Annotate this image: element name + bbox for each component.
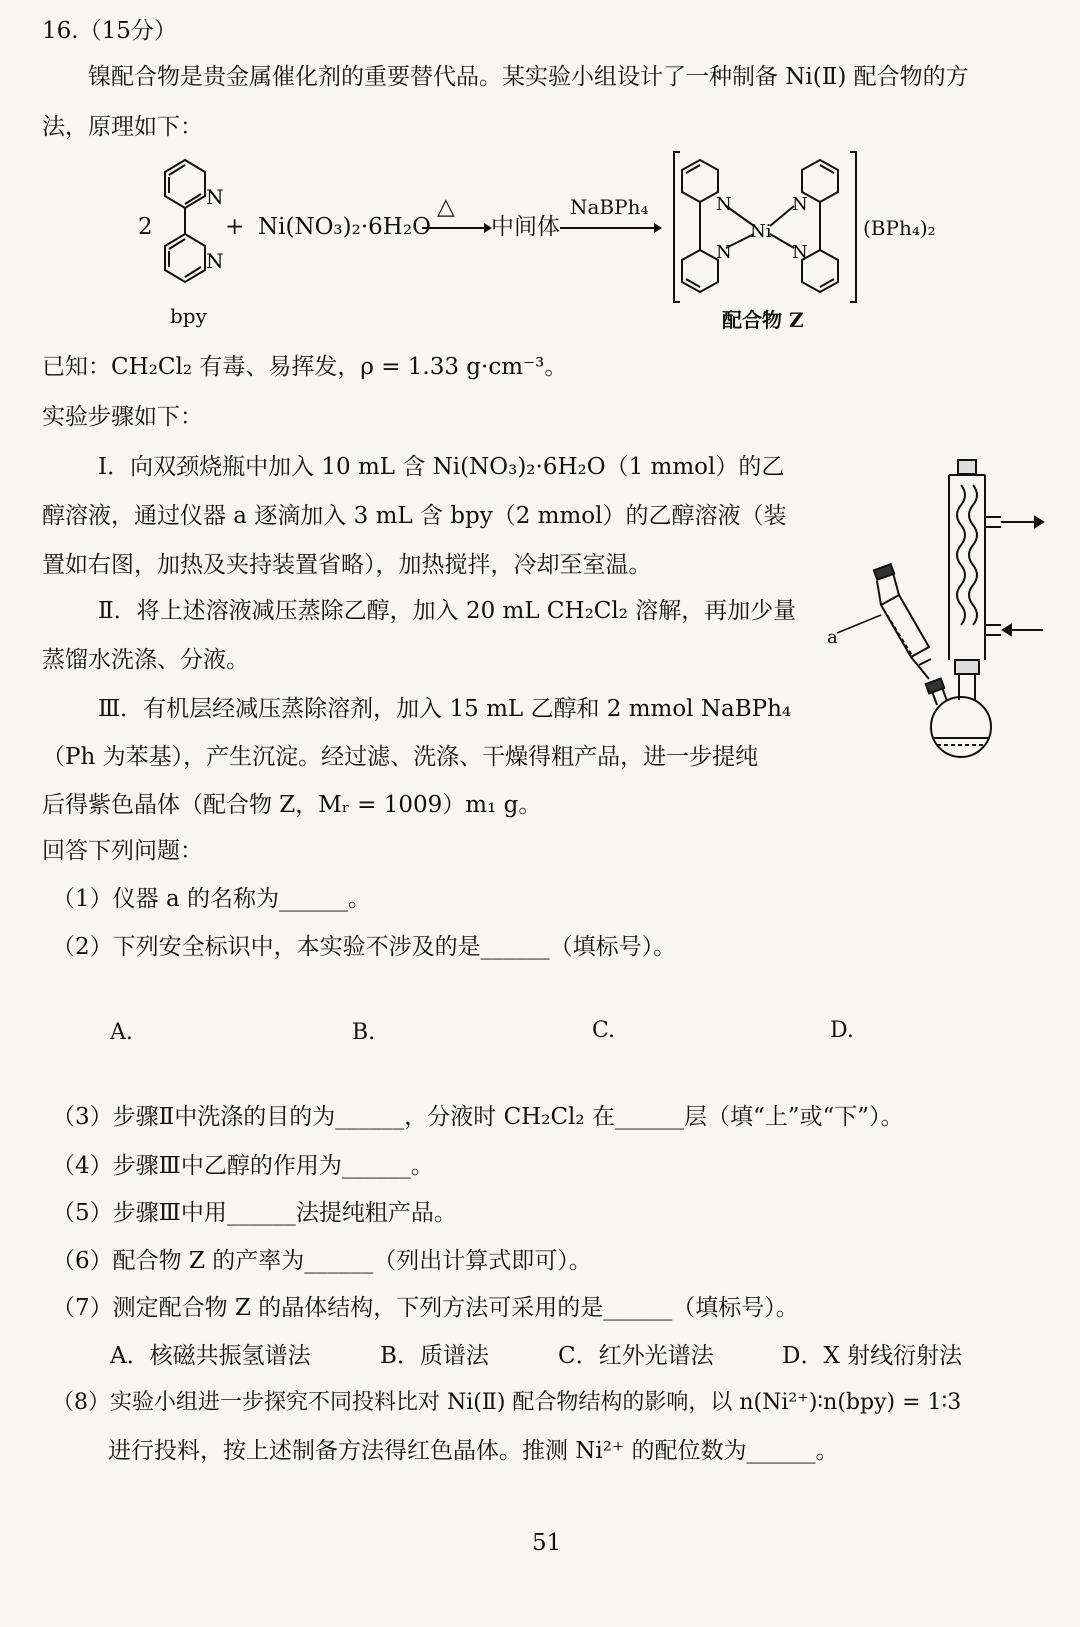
arrow-reagent-label: NaBPh₄ xyxy=(570,195,649,219)
step-text-line: （Ph 为苯基），产生沉淀。经过滤、洗涤、干燥得粗产品，进一步提纯 xyxy=(42,744,759,770)
apparatus-label-a: a xyxy=(827,627,838,648)
question-8-line-1: （8）实验小组进一步探究不同投料比对 Ni(Ⅱ) 配合物结构的影响，以 n(Ni²⁺)∶n(bpy) = 1∶3 xyxy=(52,1390,962,1415)
q2-option-c[interactable]: C. xyxy=(592,1018,616,1043)
step-text-line: Ⅱ．将上述溶液减压蒸除乙醇，加入 20 mL CH₂Cl₂ 溶解，再加少量 xyxy=(98,598,797,624)
bpy-label: bpy xyxy=(170,304,207,328)
step-text-line: 蒸馏水洗涤、分液。 xyxy=(42,647,249,673)
q2-option-b[interactable]: B. xyxy=(352,1020,376,1045)
step-text-line: Ⅲ．有机层经减压蒸除溶剂，加入 15 mL 乙醇和 2 mmol NaBPh₄ xyxy=(98,696,792,722)
page-number: 51 xyxy=(532,1530,562,1556)
complex-atom-n: N xyxy=(716,194,732,215)
q7-option-c[interactable]: C．红外光谱法 xyxy=(558,1343,714,1369)
bpy-atom-n: N xyxy=(206,249,224,273)
complex-atom-n: N xyxy=(792,194,808,215)
complex-atom-n: N xyxy=(716,242,732,263)
apparatus-figure xyxy=(825,455,1055,765)
q7-option-a[interactable]: A．核磁共振氢谱法 xyxy=(110,1343,311,1369)
question-5: （5）步骤Ⅲ中用______法提纯粗产品。 xyxy=(52,1200,457,1226)
q2-option-d[interactable]: D. xyxy=(830,1018,854,1043)
q7-option-b[interactable]: B．质谱法 xyxy=(380,1343,489,1369)
plus-sign: + xyxy=(225,214,245,240)
intermediate-label: 中间体 xyxy=(491,214,560,240)
complex-atom-ni: Ni xyxy=(750,221,772,242)
known-info: 已知：CH₂Cl₂ 有毒、易挥发，ρ = 1.33 g·cm⁻³。 xyxy=(42,354,568,380)
q2-option-a[interactable]: A. xyxy=(110,1020,133,1045)
question-8-line-2: 进行投料，按上述制备方法得红色晶体。推测 Ni²⁺ 的配位数为______。 xyxy=(108,1438,839,1464)
question-6: （6）配合物 Z 的产率为______（列出计算式即可）。 xyxy=(52,1248,592,1274)
question-3: （3）步骤Ⅱ中洗涤的目的为______，分液时 CH₂Cl₂ 在______层（填“上”或“下”）。 xyxy=(52,1104,904,1130)
question-1: （1）仪器 a 的名称为______。 xyxy=(52,886,371,912)
bpy-atom-n: N xyxy=(206,185,224,209)
intro-line-1: 镍配合物是贵金属催化剂的重要替代品。某实验小组设计了一种制备 Ni(Ⅱ) 配合物的方 xyxy=(88,64,969,90)
complex-atom-n: N xyxy=(792,242,808,263)
nickel-nitrate: Ni(NO₃)₂·6H₂O xyxy=(258,214,431,240)
product-label: 配合物 Z xyxy=(722,308,804,332)
question-4: （4）步骤Ⅲ中乙醇的作用为______。 xyxy=(52,1153,434,1179)
step-text-line: 置如右图，加热及夹持装置省略），加热搅拌，冷却至室温。 xyxy=(42,552,652,578)
heat-symbol: △ xyxy=(437,194,455,220)
arrow-1 xyxy=(422,220,492,236)
step-text-line: 后得紫色晶体（配合物 Z，Mᵣ = 1009）m₁ g。 xyxy=(42,792,542,818)
intro-line-2: 法，原理如下： xyxy=(42,114,203,140)
question-2: （2）下列安全标识中，本实验不涉及的是______（填标号）。 xyxy=(52,934,677,960)
question-number: 16.（15分） xyxy=(42,18,177,44)
bpy-coefficient: 2 xyxy=(138,214,153,240)
step-text-line: Ⅰ．向双颈烧瓶中加入 10 mL 含 Ni(NO₃)₂·6H₂O（1 mmol）的乙 xyxy=(98,454,785,480)
counter-ion: (BPh₄)₂ xyxy=(863,216,936,240)
step-text-line: 醇溶液，通过仪器 a 逐滴加入 3 mL 含 bpy（2 mmol）的乙醇溶液（装 xyxy=(42,503,787,529)
arrow-2 xyxy=(560,220,662,236)
question-7: （7）测定配合物 Z 的晶体结构，下列方法可采用的是______（填标号）。 xyxy=(52,1295,799,1321)
answer-title: 回答下列问题： xyxy=(42,838,203,864)
complex-z-structure xyxy=(670,148,860,308)
q7-option-d[interactable]: D．X 射线衍射法 xyxy=(782,1343,963,1369)
steps-title: 实验步骤如下： xyxy=(42,404,203,430)
